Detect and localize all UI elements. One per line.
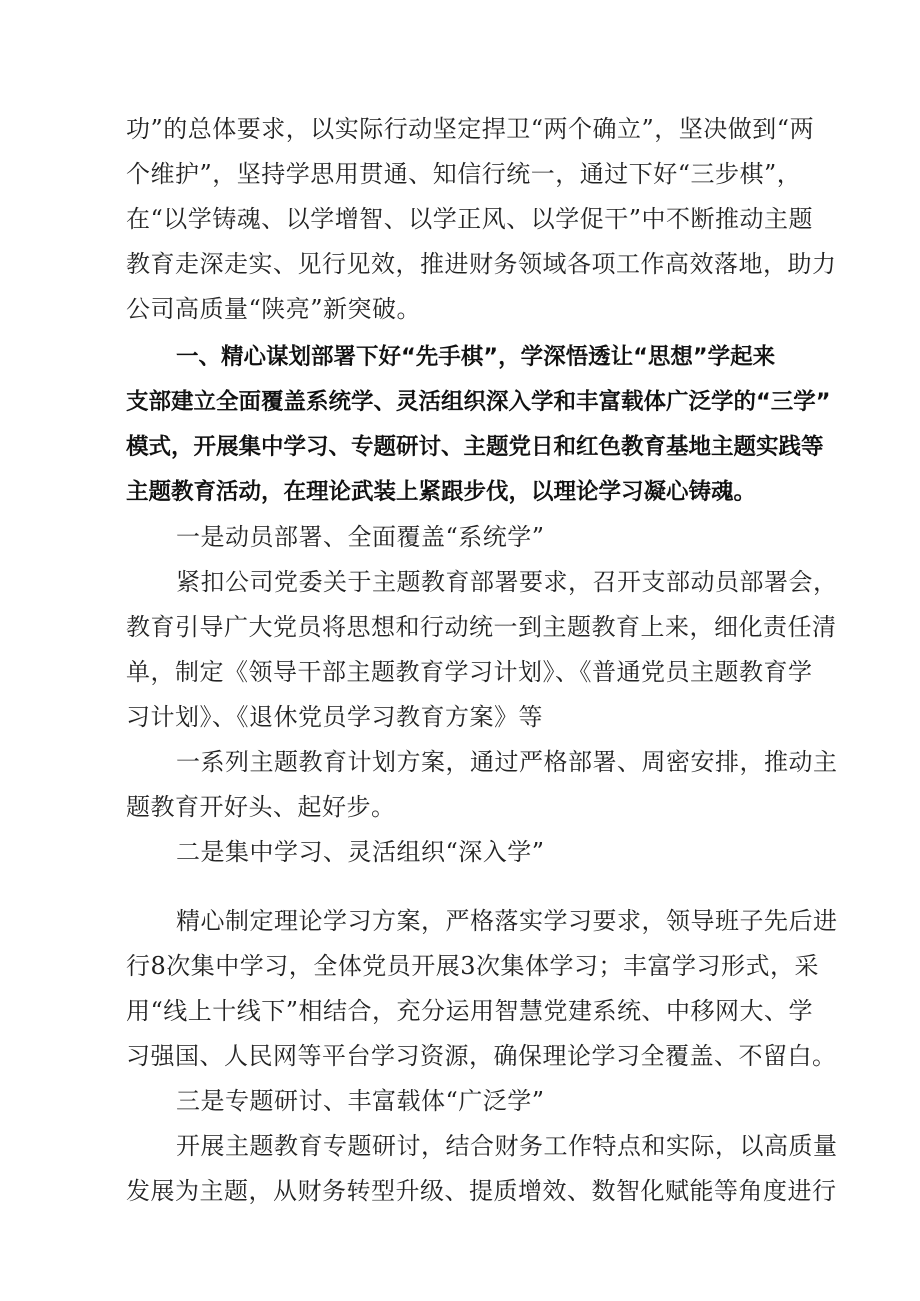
subheading-1: 一是动员部署、全面覆盖“系统学” [176, 523, 545, 551]
section-heading-1: 一、精心谋划部署下好“先手棋”，学深悟透让“思想”学起来 [176, 344, 776, 370]
paragraph-intro-line-1: 功”的总体要求，以实际行动坚定捍卫“两个确立”，坚决做到“两 [126, 115, 815, 143]
subheading-3: 三是专题研讨、丰富载体“广泛学” [176, 1087, 545, 1115]
paragraph-3-line-3: 用“线上十线下”相结合，充分运用智慧党建系统、中移网大、学 [126, 997, 814, 1025]
section-1-summary-line-2: 模式，开展集中学习、专题研讨、主题党日和红色教育基地主题实践等 [126, 434, 824, 460]
paragraph-1-line-1: 紧扣公司党委关于主题教育部署要求，召开支部动员部署会， [176, 568, 838, 596]
paragraph-4-line-1: 开展主题教育专题研讨，结合财务工作特点和实际，以高质量 [176, 1132, 838, 1160]
paragraph-1-line-4: 习计划》、《退休党员学习教育方案》等 [126, 703, 543, 731]
paragraph-3-line-2: 行8次集中学习，全体党员开展3次集体学习；丰富学习形式，采 [126, 952, 820, 980]
paragraph-intro-line-4: 教育走深走实、见行见效，推进财务领域各项工作高效落地，助力 [126, 250, 837, 278]
paragraph-2-line-2: 题教育开好头、起好步。 [126, 793, 396, 821]
paragraph-intro-line-3: 在“以学铸魂、以学增智、以学正风、以学促干”中不断推动主题 [126, 205, 814, 233]
paragraph-3-line-1: 精心制定理论学习方案，严格落实学习要求，领导班子先后进 [176, 907, 838, 935]
subheading-2: 二是集中学习、灵活组织“深入学” [176, 838, 545, 866]
paragraph-1-line-3: 单，制定《领导干部主题教育学习计划》、《普通党员主题教育学 [126, 658, 813, 686]
paragraph-1-line-2: 教育引导广大党员将思想和行动统一到主题教育上来，细化责任清 [126, 613, 837, 641]
paragraph-4-line-2: 发展为主题，从财务转型升级、提质增效、数智化赋能等角度进行 [126, 1177, 837, 1205]
paragraph-3-line-4: 习强国、人民网等平台学习资源，确保理论学习全覆盖、不留白。 [126, 1042, 837, 1070]
paragraph-intro-line-5: 公司高质量“陕亮”新突破。 [126, 295, 422, 323]
paragraph-2-line-1: 一系列主题教育计划方案，通过严格部署、周密安排，推动主 [176, 748, 838, 776]
section-1-summary-line-1: 支部建立全面覆盖系统学、灵活组织深入学和丰富载体广泛学的“三学” [126, 389, 831, 415]
paragraph-intro-line-2: 个维护”，坚持学思用贯通、知信行统一，通过下好“三步棋”， [126, 160, 802, 188]
section-1-summary-line-3: 主题教育活动，在理论武装上紧跟步伐，以理论学习凝心铸魂。 [126, 479, 757, 505]
